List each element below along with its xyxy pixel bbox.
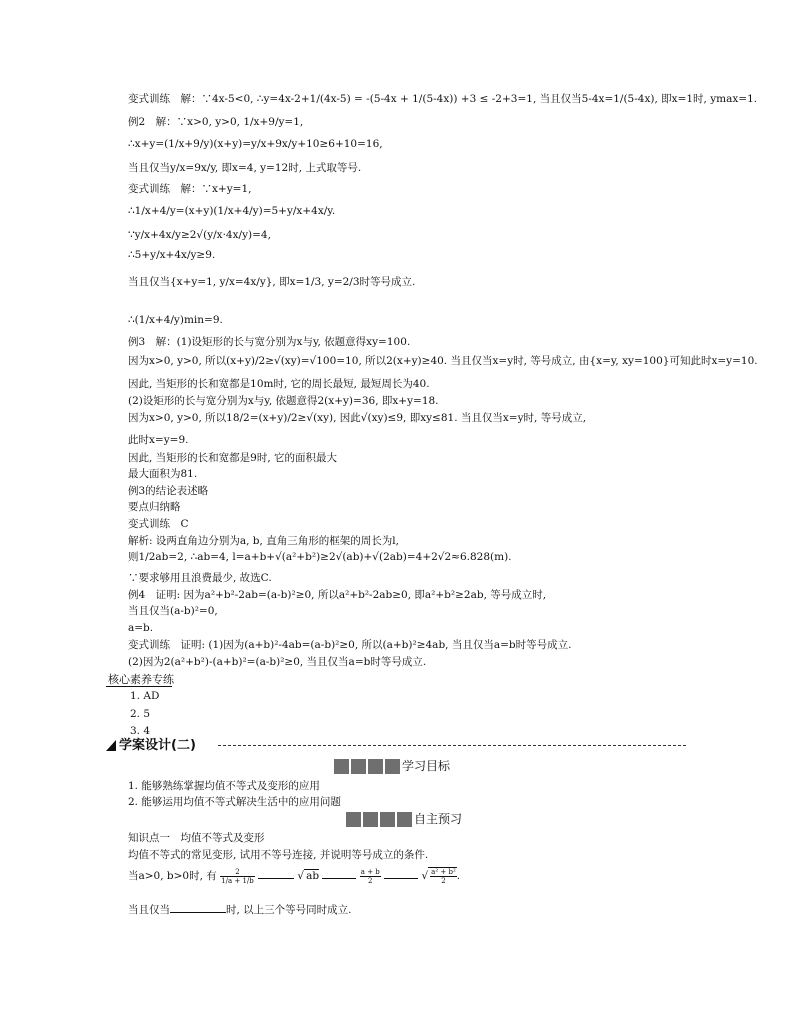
answer-item: 2. 5 bbox=[130, 708, 151, 720]
block-icon bbox=[380, 812, 395, 827]
section-title: 学案设计(二) bbox=[119, 738, 196, 753]
objective-item: 2. 能够运用均值不等式解决生活中的应用问题 bbox=[128, 796, 341, 808]
block-icon bbox=[334, 759, 349, 774]
text-line: ∴1/x+4/y=(x+y)(1/x+4/y)=5+y/x+4x/y. bbox=[128, 205, 336, 217]
text-line: 解析: 设两直角边分别为a, b, 直角三角形的框架的周长为l, bbox=[128, 535, 399, 547]
block-icon bbox=[368, 759, 383, 774]
text-line: 最大面积为81. bbox=[128, 468, 198, 480]
text-line: 例3 解：(1)设矩形的长与宽分别为x与y, 依题意得xy=100. bbox=[128, 336, 411, 348]
text-line: 变式训练 解：∵x+y=1, bbox=[128, 183, 252, 195]
block-icon bbox=[346, 812, 361, 827]
text-line: 则1/2ab=2, ∴ab=4, l=a+b+√(a²+b²)≥2√(ab)+√(2ab)=4+2√2≈6.828(m). bbox=[128, 551, 512, 563]
text-line: (2)因为2(a²+b²)-(a+b)²=(a-b)²≥0, 当且仅当a=b时等号成立. bbox=[128, 656, 427, 668]
dashed-rule bbox=[218, 745, 686, 746]
text-line: 当且仅当(a-b)²=0, bbox=[128, 605, 218, 617]
knowledge-desc: 均值不等式的常见变形, 试用不等号连接, 并说明等号成立的条件. bbox=[128, 849, 429, 861]
geometric-mean: ab bbox=[306, 870, 320, 882]
text-line: 变式训练 解：∵4x-5<0, ∴y=4x-2+1/(4x-5) = -(5-4x + 1/(5-4x)) +3 ≤ -2+3=1, 当且仅当5-4x=1/(5-4x), 即x=1时, ymax=1. bbox=[128, 93, 758, 105]
text-line: 因此, 当矩形的长和宽都是10m时, 它的周长最短, 最短周长为40. bbox=[128, 378, 430, 390]
blank-1[interactable] bbox=[258, 868, 294, 879]
block-icon bbox=[363, 812, 378, 827]
core-literacy-heading: 核心素养专练 bbox=[108, 673, 174, 686]
answer-item: 3. 4 bbox=[130, 725, 151, 737]
text-line: 此时x=y=9. bbox=[128, 434, 189, 446]
text-line: ∴x+y=(1/x+9/y)(x+y)=y/x+9x/y+10≥6+10=16, bbox=[128, 138, 383, 150]
text-line: ∴(1/x+4/y)min=9. bbox=[128, 314, 223, 326]
text-line: 因此, 当矩形的长和宽都是9时, 它的面积最大 bbox=[128, 452, 338, 464]
answer-item: 1. AD bbox=[130, 690, 160, 702]
text-line: 因为x>0, y>0, 所以18/2=(x+y)/2≥√(xy), 因此√(xy)≤9, 即xy≤81. 当且仅当x=y时, 等号成立, bbox=[128, 412, 587, 424]
text-line: 当且仅当y/x=9x/y, 即x=4, y=12时, 上式取等号. bbox=[128, 162, 362, 174]
harmonic-mean: $\frac{2}{1/a + 1/b}$ bbox=[221, 867, 254, 885]
text-line: 要点归纳略 bbox=[128, 501, 181, 513]
text-line: 例4 证明: 因为a²+b²-2ab=(a-b)²≥0, 所以a²+b²-2ab≥0, 即a²+b²≥2ab, 等号成立时, bbox=[128, 589, 547, 601]
text-line: ∵y/x+4x/y≥2√(y/x·4x/y)=4, bbox=[128, 229, 271, 241]
text-line: 当且仅当{x+y=1, y/x=4x/y}, 即x=1/3, y=2/3时等号成立. bbox=[128, 276, 416, 288]
text-line: 变式训练 证明: (1)因为(a+b)²-4ab=(a-b)²≥0, 所以(a+b)²≥4ab, 当且仅当a=b时等号成立. bbox=[128, 639, 572, 651]
blank-2[interactable] bbox=[322, 868, 356, 879]
section-header bbox=[106, 738, 686, 754]
text-line: 例3的结论表述略 bbox=[128, 485, 209, 497]
condition-line: 当且仅当 时, 以上三个等号同时成立. bbox=[128, 904, 352, 916]
objectives-banner bbox=[334, 759, 450, 774]
text-line: ∵要求够用且浪费最少, 故选C. bbox=[128, 572, 272, 584]
text-line: 例2 解：∵x>0, y>0, 1/x+9/y=1, bbox=[128, 116, 304, 128]
objectives-label: 学习目标 bbox=[402, 759, 451, 773]
inequality-line: 当a>0, b>0时, 有 $\frac{2}{1/a + 1/b}$ √ ab $\frac{a + b}{2}$ √ $\frac{\text{a² + b²}}{2}$ . bbox=[128, 867, 461, 885]
blank-condition[interactable] bbox=[170, 902, 226, 913]
preview-banner bbox=[346, 812, 462, 827]
quadratic-mean: $\frac{\text{a² + b²}}{2}$ bbox=[428, 867, 457, 885]
heading-underline bbox=[106, 686, 172, 687]
ineq-prefix: 当a>0, b>0时, 有 bbox=[128, 870, 217, 882]
objective-item: 1. 能够熟练掌握均值不等式及变形的应用 bbox=[128, 780, 320, 792]
knowledge-title: 知识点一 均值不等式及变形 bbox=[128, 832, 265, 844]
text-line: 因为x>0, y>0, 所以(x+y)/2≥√(xy)=√100=10, 所以2(x+y)≥40. 当且仅当x=y时, 等号成立, 由{x=y, xy=100}可知此时x=y=10. bbox=[128, 355, 758, 367]
text-line: ∴5+y/x+4x/y≥9. bbox=[128, 249, 216, 261]
arithmetic-mean: $\frac{a + b}{2}$ bbox=[360, 867, 380, 885]
triangle-icon bbox=[106, 740, 116, 751]
text-line: 变式训练 C bbox=[128, 518, 189, 530]
preview-label: 自主预习 bbox=[414, 812, 463, 826]
block-icon bbox=[397, 812, 412, 827]
text-line: (2)设矩形的长与宽分别为x与y, 依题意得2(x+y)=36, 即x+y=18. bbox=[128, 395, 439, 407]
blank-3[interactable] bbox=[384, 868, 418, 879]
block-icon bbox=[351, 759, 366, 774]
text-line: a=b. bbox=[128, 622, 154, 634]
block-icon bbox=[385, 759, 400, 774]
